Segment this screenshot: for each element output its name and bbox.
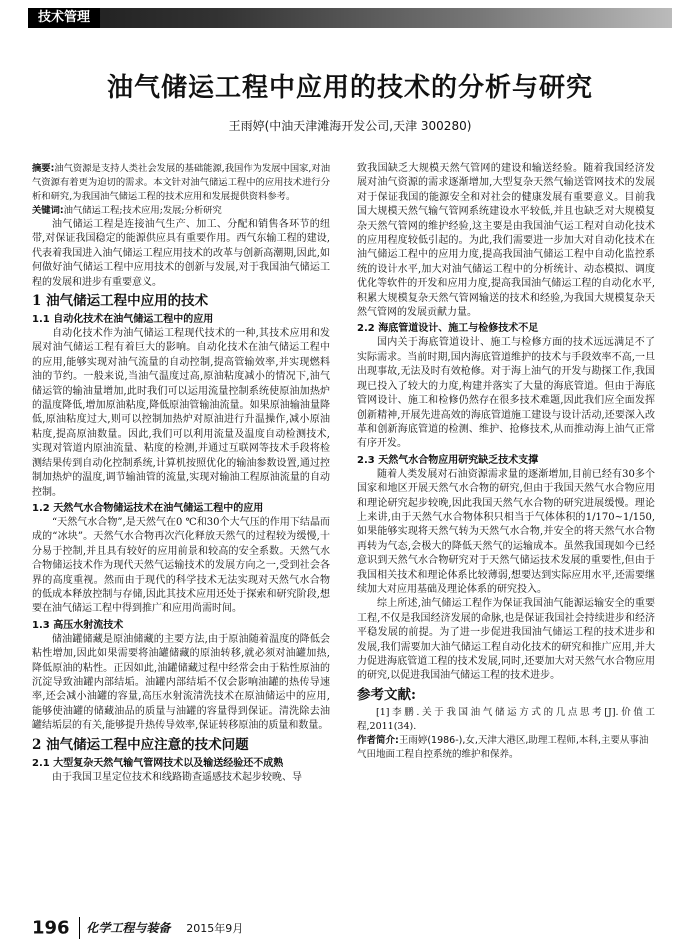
left-column xyxy=(32,162,330,785)
article-title: 油气储运工程中应用的技术的分析与研究 xyxy=(106,73,593,103)
section-2-3-text: 随着人类发展对石油资源需求量的逐渐增加,目前已经有30多个国家和地区开展天然气水合物的研究,但由于我国天然气水合物应用和理论研究起步较晚,因此我国天然气水合物的研究进展缓慢。理论上来讲,由于天然气水合物体积只相当于气体体积的1/170~1/150,如果能够实现将天然气转为天然气水合物,并安全的将天然气水合物再转为气态,会极大的降低天然气的运输成本。虽然我国现如今已经意识到天然气水合物研究对于天然气储运技术发展的重要性,但由于我国相关技术和理论体系比较薄弱,想要达到实际应用水平,还需要继续加大对应用基础及理论体系的研究投入。 xyxy=(357,468,655,595)
conclusion-paragraph: 综上所述,油气储运工程作为保证我国油气能源运输安全的重要工程,不仅是我国经济发展的命脉,也是保证我国社会持续进步和经济平稳发展的前提。为了进一步促进我国油气储运工程的技术进步和发展,我们需要加大油气储运工程自动化技术的研究和推广应用,并大力促进海底管道工程的技术发展,同时,还要加大对天然气水合物应用的研究,以促进我国油气储运工程的技术进步。 xyxy=(357,598,655,682)
section-1-3-heading: 1.3 高压水射流技术 xyxy=(32,619,124,631)
section-1-2-text: “天然气水合物”,是天然气在0 ℃和30个大气压的作用下结晶而成的“冰块”。天然气水合物再次汽化释放天然气的过程较为缓慢,十分易于控制,并且具有较好的应用前景和较高的安全系数。天然气水合物储运技术作为现代天然气运输技术的发展方向之一,受到社会各界的高度重视。然而由于现代的科学技术无法实现对天然气水合物的低成本释放控制与存储,因此其技术应用还处于探索和研究阶段,想要在油气储运工程中得到推广和应用尚需时间。 xyxy=(32,516,330,615)
abstract-text: 油气资源是支持人类社会发展的基础能源,我国作为发展中国家,对油气资源有着更为迫切的需求。本文针对油气储运工程中的应用技术进行分析和研究,为我国油气储运工程的技术应用和发展提供资料参考。 xyxy=(32,163,330,202)
author-bio-text: 王雨婷(1986-),女,天津大港区,助理工程师,本科,主要从事油气田地面工程自控系统的维护和保养。 xyxy=(357,734,649,760)
issue-date: 2015年9月 xyxy=(186,922,244,935)
right-column xyxy=(357,162,655,762)
section-1-1-text: 自动化技术作为油气储运工程现代技术的一种,其技术应用和发展对油气储运工程有着巨大的影响。自动化技术在油气储运工程中的应用,能够实现对油气流量的自动控制,提高管输效率,并实现燃料油的节约。一般来说,当油气温度过高,原油粘度减小的情况下,油气储运管的输油量增加,此时我们可以运用流量控制系统使原油加热炉的温度降低,增加原油粘度,降低原油管输油流量。如果原油输油量降低,原油粘度过大,则可以控制加热炉对原油进行升温操作,减小原油粘度,提高原油数量。因此,我们可以利用流量及温度自动检测技术,实现对管道内原油流量、粘度的检测,并通过互联网等技术手段将检测结果传到自动化控制系统,计算机按照优化的输油参数设置,通过控制加热炉的温度,调节输油管的流量,实现对输油工程原油流量的自动控制。 xyxy=(32,328,330,498)
author-bio-label: 作者简介: xyxy=(357,734,399,746)
section-1-1-heading: 1.1 自动化技术在油气储运工程中的应用 xyxy=(32,314,214,326)
section-2-1-text-start: 由于我国卫星定位技术和线路勘查遥感技术起步较晚、导 xyxy=(52,771,302,783)
section-2-heading: 2 油气储运工程中应注意的技术问题 xyxy=(32,736,249,753)
section-2-1-text-cont: 致我国缺乏大规模天然气管网的建设和输送经验。随着我国经济发展对油气资源的需求逐渐增加,大型复杂天然气输送管网技术的发展对于保证我国的能源安全和对社会的健康发展有重要意义。目前我国大规模天然气输气管网系统建设水平较低,并且也缺乏对大规模复杂天然气管网的维护经验,这主要是由我国油气运工程对自动化技术的应用程度较低引起的。为此,我们需要进一步加大对自动化技术在油气储运工程中的应用力度,提高我国油气储运工程中自动化监控系统的设计水平,加大对油气储运工程中的分析统计、动态模拟、调度优化等软件的开发和应用力度,提高我国油气储运工程的自动化水平,积累大规模复杂天然气管网输送的技术和经验,为我国大规模复杂天然气管网的发展贡献力量。 xyxy=(357,163,655,319)
abstract-label: 摘要: xyxy=(32,163,55,174)
keywords-label: 关键词: xyxy=(32,205,64,216)
section-1-2-heading: 1.2 天然气水合物储运技术在油气储运工程中的应用 xyxy=(32,502,264,514)
keywords xyxy=(32,204,330,218)
keywords-text: 油气储运工程;技术应用;发展;分析研究 xyxy=(63,205,222,216)
author-bio xyxy=(357,734,655,762)
section-banner xyxy=(28,8,672,28)
references-heading: 参考文献: xyxy=(357,686,416,703)
author-line: 王雨婷(中油天津滩海开发公司,天津 300280) xyxy=(228,119,472,133)
section-2-3-heading: 2.3 天然气水合物应用研究缺乏技术支撑 xyxy=(357,454,539,466)
journal-logo: 化学工程与装备 xyxy=(79,917,176,939)
page-footer xyxy=(32,917,672,939)
section-1-3-text: 储油罐储藏是原油储藏的主要方法,由于原油随着温度的降低会粘性增加,因此如果需要将油罐储藏的原油转移,就必须对油罐加热,降低原油的粘性。正因如此,油罐储藏过程中经常会由于粘性原油的沉淀导致油罐内部结垢。油罐内部结垢不仅会影响油罐的热传导速率,还会减小油罐的容量,高压水射流清洗技术在原油储运中的应用,能够使油罐的储藏油品的质量与油罐的容量得到保证。清洗除去油罐结垢层的有关,能够提升热传导效率,保证转移原油的质量和数量。 xyxy=(32,633,330,732)
section-2-2-text: 国内关于海底管道设计、施工与检修方面的技术远远满足不了实际需求。当前时期,国内海底管道维护的技术与手段效率不高,一旦出现事故,无法及时有效枪修。对于海上油气的开发与勘探工作,我国现已投入了较大的力度,构建并落实了大量的海底管道。但由于海底管网设计、施工和检修仍然存在很多技术难题,因此我们应全面发挥创新精神,开展先进高效的海底管道施工建设与设计活动,还要深入改革和创新海底管道的检测、维护、抢修技术,从而推动海上油气正常有序开发。 xyxy=(357,337,655,450)
intro-paragraph: 油气储运工程是连接油气生产、加工、分配和销售各环节的纽带,对保证我国稳定的能源供应具有重要作用。西气东输工程的建设,代表着我国进入油气储运工程应用技术的改革与创新高潮期,因此,如何做好油气储运工程中应用技术的创新与发展,对于我国油气储运工程的发展和进步有重要意义。 xyxy=(32,219,330,288)
section-2-2-heading: 2.2 海底管道设计、施工与检修技术不足 xyxy=(357,323,539,335)
abstract xyxy=(32,162,330,204)
reference-item: [1]李鹏.关于我国油气储运方式的几点思考[J].价值工程,2011(34). xyxy=(357,706,655,732)
section-tab: 技术管理 xyxy=(28,8,100,28)
section-1-heading: 1 油气储运工程中应用的技术 xyxy=(32,293,209,310)
section-2-1-heading: 2.1 大型复杂天然气输气管网技术以及输送经验还不成熟 xyxy=(32,757,284,769)
page-number: 196 xyxy=(32,917,70,939)
